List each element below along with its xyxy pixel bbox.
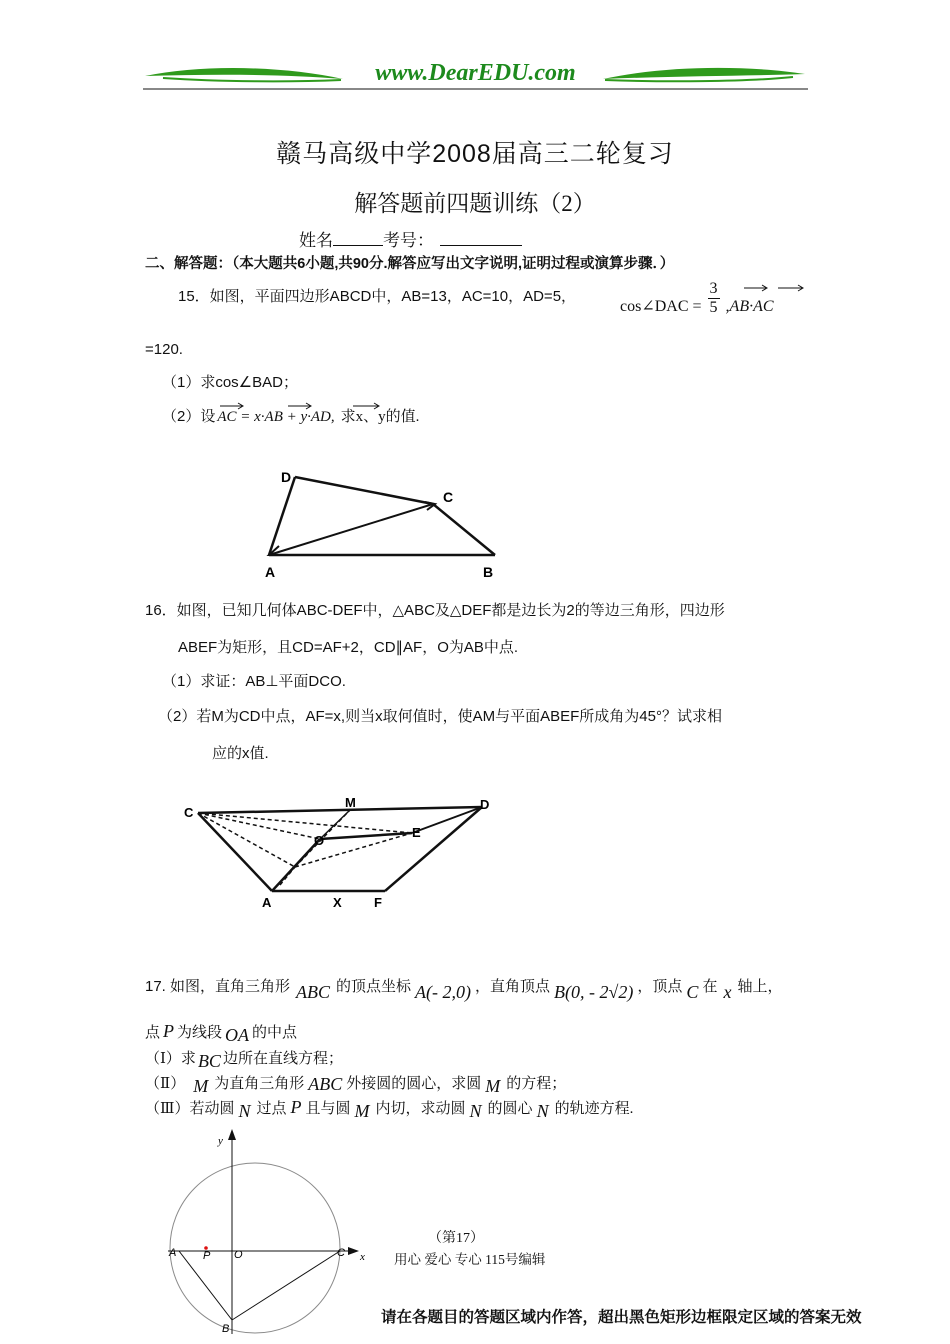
q16-stem-l2: ABEF为矩形，且CD=AF+2，CD∥AF，O为AB中点. bbox=[178, 639, 519, 656]
q17-abc-2: ABC bbox=[308, 1074, 343, 1094]
student-info bbox=[299, 226, 522, 251]
q15-frac-den: 5 bbox=[709, 299, 718, 316]
vector-arrows-q15-part2 bbox=[218, 402, 388, 410]
section-heading bbox=[145, 252, 674, 273]
q15-part2-label: （2）设 bbox=[162, 408, 216, 425]
q16-solid-figure bbox=[180, 795, 500, 910]
q17-part3-a: （Ⅲ）若动圆 bbox=[145, 1101, 235, 1117]
q17-part1 bbox=[145, 1047, 343, 1069]
q16-label-d: D bbox=[480, 797, 490, 812]
q17-coordinate-figure bbox=[160, 1122, 390, 1337]
q16-edge-fd bbox=[385, 807, 482, 891]
name-label: 姓名 bbox=[299, 231, 333, 250]
q17-stem-c: ，直角顶点 bbox=[475, 979, 551, 995]
q15-edge-bc bbox=[433, 504, 495, 555]
q17-stem-d: ，顶点 bbox=[637, 979, 683, 995]
q15-stem-text: 15．如图，平面四边形ABCD中，AB=13，AC=10，AD=5， bbox=[178, 288, 577, 305]
q17-stem-l2 bbox=[145, 1021, 297, 1043]
q15-fraction bbox=[708, 280, 720, 317]
page-title: 赣马高级中学2008届高三二轮复习 bbox=[276, 140, 674, 168]
q17-part1-b: 边所在直线方程； bbox=[222, 1051, 343, 1067]
q17-stem-e: 在 bbox=[702, 979, 718, 995]
q17-label-y: y bbox=[218, 1135, 223, 1147]
page-subtitle: 解答题前四题训练（2） bbox=[354, 191, 596, 216]
q17-label-o: O bbox=[234, 1249, 243, 1261]
q17-part2-c: 外接圆的圆心，求圆 bbox=[346, 1076, 482, 1092]
q17-part3-b: 过点 bbox=[256, 1101, 287, 1117]
q15-diagonal-ac bbox=[269, 504, 433, 555]
q16-edge-ca bbox=[198, 813, 272, 891]
q17-label-p: P bbox=[203, 1250, 211, 1262]
q17-n-3: N bbox=[536, 1101, 549, 1121]
right-leaf-icon bbox=[603, 68, 805, 79]
q16-label-e: E bbox=[412, 825, 421, 840]
site-url: www.DearEDU.com bbox=[375, 60, 576, 86]
q17-c: C bbox=[686, 982, 699, 1002]
vector-arrows-q15 bbox=[738, 284, 808, 292]
q17-part3 bbox=[145, 1097, 633, 1119]
section-note: （本大题共6小题,共90分.解答应写出文字说明,证明过程或演算步骤．） bbox=[232, 256, 675, 272]
q17-label-c: C bbox=[337, 1247, 345, 1259]
q17-stem-l1 bbox=[145, 975, 783, 1002]
q15-label-c: C bbox=[443, 489, 454, 505]
exam-label: 考号： bbox=[383, 231, 434, 250]
q15-stem-end: =120. bbox=[145, 341, 183, 358]
exam-blank bbox=[440, 231, 522, 246]
q17-stem-f: 轴上， bbox=[737, 979, 783, 995]
name-blank bbox=[333, 231, 383, 246]
q16-edge-de bbox=[412, 807, 482, 833]
q15-part2-formula: AC = x·AB + y·AD, bbox=[217, 409, 335, 425]
q17-m-2: M bbox=[485, 1076, 501, 1096]
q17-part2-a: （Ⅱ） bbox=[145, 1076, 186, 1092]
site-header bbox=[143, 62, 808, 92]
q17-point-b: B(0, - 2√2) bbox=[554, 982, 634, 1002]
q17-stem-a: 17. 如图，直角三角形 bbox=[145, 978, 291, 995]
q17-n: N bbox=[238, 1101, 251, 1121]
q17-part3-f: 的轨迹方程. bbox=[554, 1101, 634, 1117]
q16-label-a: A bbox=[262, 895, 272, 910]
q15-label-d: D bbox=[281, 469, 292, 485]
q17-part3-e: 的圆心 bbox=[487, 1101, 533, 1117]
q15-label-a: A bbox=[265, 564, 276, 580]
q16-label-m: M bbox=[345, 795, 356, 810]
section-title: 二、解答题： bbox=[145, 256, 232, 272]
q16-part2-l1: （2）若M为CD中点，AF=x,则当x取何值时，使AM与平面ABEF所成角为45°？试求相 bbox=[158, 708, 722, 725]
q17-stem-b: 的顶点坐标 bbox=[336, 979, 412, 995]
q15-cos-text: cos∠DAC = bbox=[620, 298, 702, 316]
q17-label-b: B bbox=[222, 1323, 230, 1335]
q17-part3-c: 且与圆 bbox=[305, 1101, 351, 1117]
q17-part1-a: （Ⅰ）求 bbox=[145, 1051, 196, 1067]
q16-label-o: O bbox=[314, 833, 325, 848]
footer-editor-note: 用心 爱心 专心 115号编辑 bbox=[394, 1252, 546, 1267]
q15-stem bbox=[178, 287, 576, 307]
q15-dot-text: ,AB·AC bbox=[725, 298, 774, 316]
q17-m: M bbox=[193, 1076, 209, 1096]
q17-part2-d: 的方程； bbox=[506, 1076, 567, 1092]
y-axis-arrow-icon bbox=[228, 1129, 236, 1140]
q17-n-2: N bbox=[469, 1101, 482, 1121]
q17-p: P bbox=[163, 1021, 175, 1041]
q17-label-x: x bbox=[360, 1251, 365, 1263]
q17-circumcircle bbox=[170, 1163, 340, 1333]
q17-line2-b: 为线段 bbox=[177, 1025, 223, 1041]
q17-segment-bc bbox=[232, 1251, 340, 1320]
q17-part2 bbox=[145, 1072, 566, 1094]
q17-part3-d: 内切，求动圆 bbox=[375, 1101, 466, 1117]
q17-oa: OA bbox=[225, 1025, 250, 1045]
q15-frac-num: 3 bbox=[709, 280, 718, 297]
q16-part1: （1）求证：AB⊥平面DCO. bbox=[162, 673, 346, 690]
q17-bc: BC bbox=[197, 1051, 221, 1071]
q17-abc: ABC bbox=[296, 982, 331, 1002]
left-leaf-icon bbox=[145, 68, 343, 79]
q16-label-c: C bbox=[184, 805, 194, 820]
q17-part2-b: 为直角三角形 bbox=[214, 1076, 305, 1092]
q15-quadrilateral-figure bbox=[255, 462, 515, 582]
q17-figure-caption: （第17） bbox=[428, 1231, 484, 1246]
q15-edge-dc bbox=[295, 477, 433, 504]
q16-stem-l1: 16．如图，已知几何体ABC-DEF中，△ABC及△DEF都是边长为2的等边三角形，四边形 bbox=[145, 602, 725, 619]
q17-p-2: P bbox=[290, 1097, 302, 1117]
x-axis-arrow-icon bbox=[348, 1247, 359, 1255]
q17-label-a: A bbox=[169, 1247, 177, 1259]
q17-line2-a: 点 bbox=[145, 1025, 161, 1041]
q17-point-a: A(- 2,0) bbox=[415, 982, 472, 1002]
q17-m-3: M bbox=[354, 1101, 370, 1121]
q16-part2-l2: 应的x值. bbox=[212, 745, 269, 762]
q16-edge-cd bbox=[198, 807, 482, 813]
q17-line2-c: 的中点 bbox=[252, 1025, 298, 1041]
footer-answer-notice: 请在各题目的答题区域内作答，超出黑色矩形边框限定区域的答案无效 bbox=[381, 1309, 862, 1326]
q16-label-x: X bbox=[333, 895, 342, 910]
q15-edge-da bbox=[269, 477, 295, 555]
q16-edge-be bbox=[320, 833, 412, 839]
q15-part2-ask: 求x、y的值. bbox=[340, 409, 420, 425]
q16-label-f: F bbox=[374, 895, 382, 910]
q15-part1: （1）求cos∠BAD； bbox=[162, 374, 298, 391]
q17-x: x bbox=[723, 982, 732, 1002]
q15-label-b: B bbox=[483, 564, 494, 580]
